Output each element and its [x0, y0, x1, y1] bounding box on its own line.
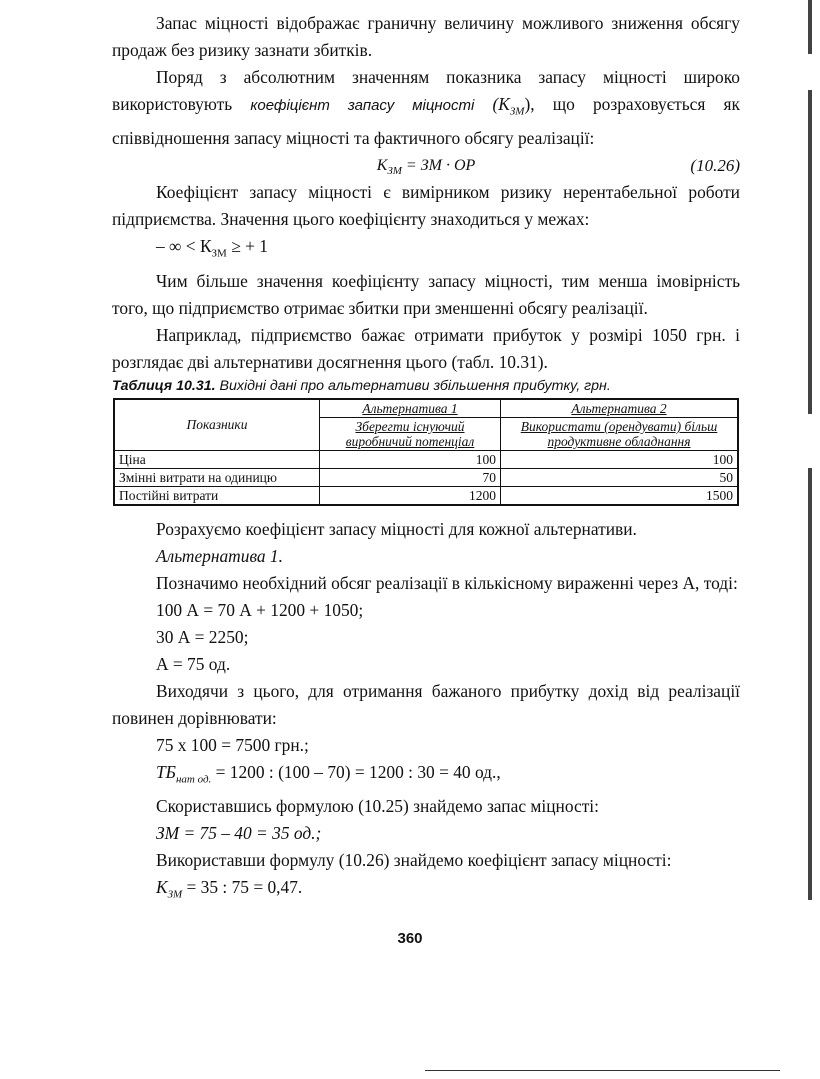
equation-4: 75 х 100 = 7500 грн.; [156, 734, 309, 755]
alternative-heading: Альтернатива 1. [156, 545, 283, 566]
scan-binding-edge [808, 0, 812, 900]
row-label: Постійні витрати [114, 486, 320, 505]
table-caption: Таблиця 10.31. Вихідні дані про альтернативи збільшення прибутку, грн. [112, 377, 611, 394]
paragraph-probability: Чим більше значення коефіцієнту запасу міцності, тим менша імовірність того, що підприємство отримає збитки при зменшенні обсягу реалізації. [112, 270, 740, 318]
paragraph-calc-intro: Розрахуємо коефіцієнт запасу міцності для кожної альтернативи. [156, 518, 637, 539]
text-fragment: Поряд з абсолютним значенням показника запасу міцності широко використовують [112, 67, 740, 114]
header-indicators: Показники [114, 399, 320, 451]
cell-alt2: 1500 [501, 486, 739, 505]
equation-7: $К_{ЗМ} = 35$ : 75 = 0,47. [156, 877, 303, 901]
paragraph-margin-of-safety: Запас міцності відображає граничну величину можливого зниження обсягу продаж без ризику зазнати збитків. [112, 13, 740, 60]
symbol: ($К_{ЗМ}$ [474, 94, 525, 118]
paragraph-risk-measure: Коефіцієнт запасу міцності є вимірником ризику нерентабельної роботи підприємства. Значення цього коефіцієнту знаходиться у межах: [112, 182, 740, 230]
paragraph-coefficient-intro [112, 64, 740, 152]
page-number: 360 [397, 930, 423, 947]
header-alternative-2: Альтернатива 2 [501, 399, 739, 418]
scan-bottom-line [425, 1070, 780, 1071]
row-label: Ціна [114, 450, 320, 468]
row-label: Змінні витрати на одиницю [114, 468, 320, 486]
paragraph-formula-10-25: Скориставшись формулою (10.25) знайдемо запас міцності: [156, 796, 599, 817]
header-alternative-2-desc: Використати (орендувати) більш продуктивне обладнання [501, 417, 739, 450]
header-alternative-1: Альтернатива 1 [320, 399, 501, 418]
paragraph-example: Наприклад, підприємство бажає отримати прибуток у розмірі 1050 грн. і розглядає дві альтернативи досягнення цього (табл. 10.31). [112, 324, 740, 372]
paragraph-formula-10-26: Використавши формулу (10.26) знайдемо коефіцієнт запасу міцності: [156, 850, 672, 871]
paragraph-denote-volume: Позначимо необхідний обсяг реалізації в кількісному вираженні через А, тоді: [156, 572, 738, 593]
table-row [114, 486, 738, 505]
cell-alt2: 50 [501, 468, 739, 486]
equation-1: 100 А = 70 А + 1200 + 1050; [156, 599, 364, 620]
paragraph-revenue: Виходячи з цього, для отримання бажаного прибутку дохід від реалізації повинен дорівнювати: [112, 680, 740, 728]
range-expression: – ∞ < $К_{ЗМ}$ ≥ + 1 [156, 236, 268, 260]
table-row [114, 468, 738, 486]
formula-10-26: $К_{ЗМ}$ = ЗМ · ОР (10.26) [112, 152, 740, 179]
alternatives-table [113, 398, 739, 506]
equation-6: ЗМ = 75 – 40 = 35 од.; [156, 823, 322, 844]
text-fragment: ), що розраховується як співвідношення запасу міцності та фактичного обсягу реалізації: [112, 94, 740, 149]
equation-5: $ТБ_{нат од.} = 1200$ : (100 – 70) = 1200 : 30 = 40 од., [156, 761, 501, 786]
cell-alt1: 100 [320, 450, 501, 468]
equation-2: 30 А = 2250; [156, 626, 249, 647]
term-coefficient: коефіцієнт запасу міцності [250, 97, 475, 114]
cell-alt2: 100 [501, 450, 739, 468]
cell-alt1: 70 [320, 468, 501, 486]
header-alternative-1-desc: Зберегти існуючий виробничий потенціал [320, 417, 501, 450]
page-body [112, 10, 740, 909]
cell-alt1: 1200 [320, 486, 501, 505]
formula-number: (10.26) [690, 156, 740, 176]
equation-3: А = 75 од. [156, 653, 231, 674]
table-row [114, 450, 738, 468]
